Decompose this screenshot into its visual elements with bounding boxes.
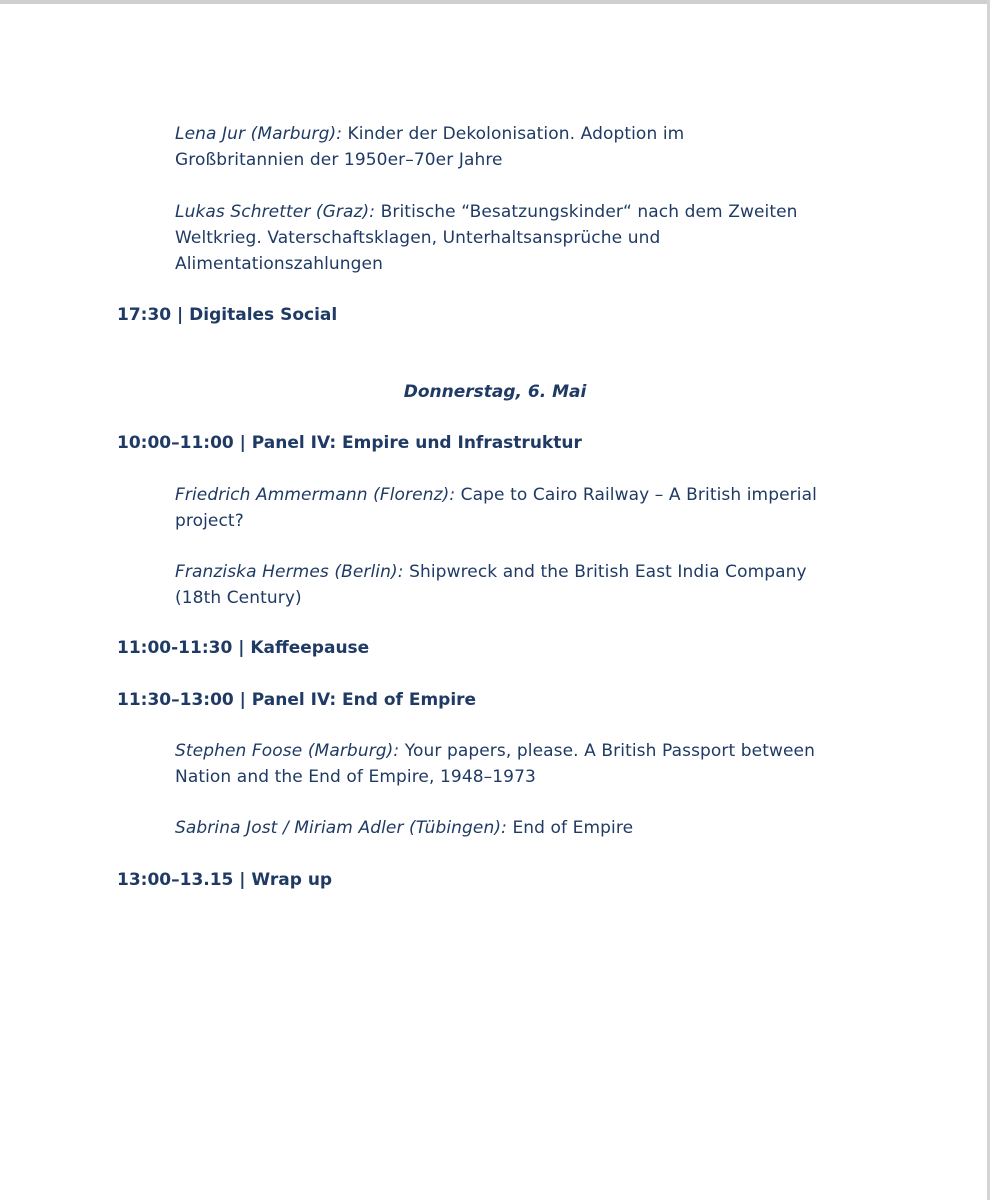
talk-title: Alimentationszahlungen (175, 254, 383, 274)
schedule-heading-social: 17:30 | Digitales Social (117, 305, 338, 325)
talk-foose (175, 738, 895, 790)
talk-speaker: Sabrina Jost / Miriam Adler (Tübingen): (175, 818, 507, 838)
talk-speaker: Stephen Foose (Marburg): (175, 741, 400, 761)
talk-jost-adler (175, 815, 895, 841)
schedule-heading-wrap-up: 13:00–13.15 | Wrap up (117, 870, 333, 890)
schedule-heading-panel-infrastructure: 10:00–11:00 | Panel IV: Empire und Infrastruktur (117, 433, 582, 453)
talk-title: Your papers, please. A British Passport between (404, 741, 815, 761)
talk-title: Britische “Besatzungskinder“ nach dem Zweiten (380, 202, 798, 222)
talk-speaker: Lukas Schretter (Graz): (175, 202, 376, 222)
talk-speaker: Franziska Hermes (Berlin): (175, 562, 404, 582)
schedule-heading-panel-end-of-empire: 11:30–13:00 | Panel IV: End of Empire (117, 690, 477, 710)
talk-hermes (175, 559, 895, 611)
talk-title: Nation and the End of Empire, 1948–1973 (175, 767, 536, 787)
talk-title: Weltkrieg. Vaterschaftsklagen, Unterhaltsansprüche und (175, 228, 661, 248)
talk-title: project? (175, 511, 244, 531)
talk-title: Cape to Cairo Railway – A British imperial (460, 485, 817, 505)
talk-speaker: Friedrich Ammermann (Florenz): (175, 485, 456, 505)
day-heading: Donnerstag, 6. Mai (403, 382, 587, 402)
talk-title: Shipwreck and the British East India Company (409, 562, 807, 582)
talk-title: Kinder der Dekolonisation. Adoption im (347, 124, 685, 144)
talk-jur (175, 121, 895, 173)
talk-title: (18th Century) (175, 588, 302, 608)
talk-title: Großbritannien der 1950er–70er Jahre (175, 150, 503, 170)
talk-ammermann (175, 482, 895, 534)
talk-speaker: Lena Jur (Marburg): (175, 124, 343, 144)
talk-title: End of Empire (512, 818, 634, 838)
schedule-heading-coffee: 11:00-11:30 | Kaffeepause (117, 638, 370, 658)
talk-schretter (175, 199, 895, 277)
page-top-border (0, 0, 990, 4)
